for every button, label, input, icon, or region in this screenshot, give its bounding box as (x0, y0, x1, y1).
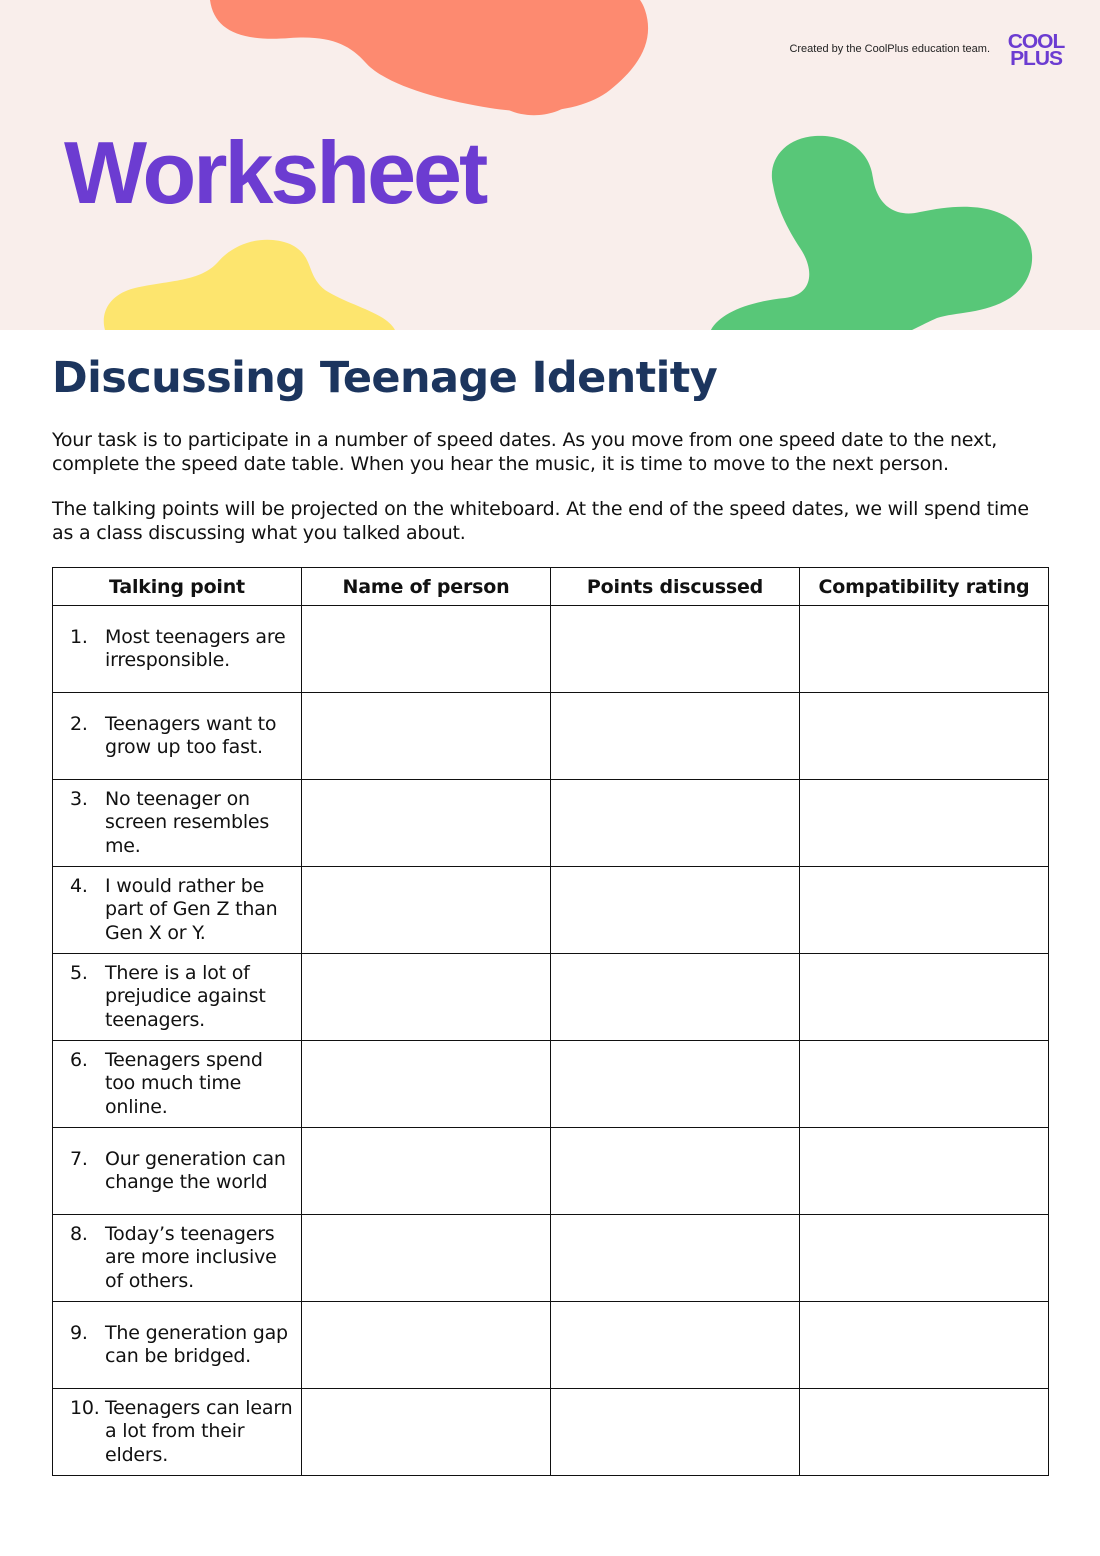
compatibility-rating-cell[interactable] (800, 954, 1049, 1041)
talking-point-text: Teenagers spend too much time online. (105, 1048, 263, 1118)
name-of-person-cell[interactable] (302, 954, 551, 1041)
points-discussed-cell[interactable] (551, 1215, 800, 1302)
header-compatibility-rating: Compatibility rating (800, 568, 1049, 606)
talking-point-cell (53, 693, 302, 780)
points-discussed-cell[interactable] (551, 1302, 800, 1389)
talking-point-text: I would rather be part of Gen Z than Gen X or Y. (105, 874, 278, 944)
talking-point-cell (53, 1302, 302, 1389)
compatibility-rating-cell[interactable] (800, 1215, 1049, 1302)
table-row (53, 780, 1049, 867)
talking-point-cell (53, 1389, 302, 1476)
talking-point-number: 7. (70, 1147, 88, 1170)
orange-paint-blob (200, 0, 660, 130)
talking-point-number: 4. (70, 874, 88, 897)
instructions-paragraph-2: The talking points will be projected on the whiteboard. At the end of the speed dates, we will spend time as a class discussing what you talked about. (52, 498, 1029, 544)
points-discussed-cell[interactable] (551, 606, 800, 693)
talking-point-number: 5. (70, 961, 88, 984)
talking-point-cell (53, 1041, 302, 1128)
instructions-paragraph-1: Your task is to participate in a number of speed dates. As you move from one speed date to the next, complete the speed date table. When you hear the music, it is time to move to the next person. (52, 429, 998, 475)
points-discussed-cell[interactable] (551, 693, 800, 780)
credit-text: Created by the CoolPlus education team. (789, 43, 990, 55)
talking-point-text: Teenagers want to grow up too fast. (105, 712, 277, 758)
header-banner (0, 0, 1100, 330)
points-discussed-cell[interactable] (551, 780, 800, 867)
compatibility-rating-cell[interactable] (800, 1041, 1049, 1128)
points-discussed-cell[interactable] (551, 867, 800, 954)
speed-date-table (52, 567, 1049, 1476)
name-of-person-cell[interactable] (302, 693, 551, 780)
name-of-person-cell[interactable] (302, 1215, 551, 1302)
talking-point-text: Most teenagers are irresponsible. (105, 625, 286, 671)
name-of-person-cell[interactable] (302, 780, 551, 867)
name-of-person-cell[interactable] (302, 867, 551, 954)
name-of-person-cell[interactable] (302, 1302, 551, 1389)
compatibility-rating-cell[interactable] (800, 1302, 1049, 1389)
table-row (53, 693, 1049, 780)
logo-line-cool: COOL (1007, 31, 1065, 53)
talking-point-number: 6. (70, 1048, 88, 1071)
talking-point-number: 2. (70, 712, 88, 735)
coolplus-logo (1002, 31, 1069, 70)
compatibility-rating-cell[interactable] (800, 1128, 1049, 1215)
talking-point-number: 8. (70, 1222, 88, 1245)
name-of-person-cell[interactable] (302, 1128, 551, 1215)
name-of-person-cell[interactable] (302, 1389, 551, 1476)
talking-point-number: 1. (70, 625, 88, 648)
header-name-of-person: Name of person (302, 568, 551, 606)
points-discussed-cell[interactable] (551, 1041, 800, 1128)
talking-point-cell (53, 780, 302, 867)
points-discussed-cell[interactable] (551, 954, 800, 1041)
worksheet-title: Worksheet (64, 123, 486, 222)
compatibility-rating-cell[interactable] (800, 867, 1049, 954)
page-heading: Discussing Teenage Identity (52, 353, 718, 403)
compatibility-rating-cell[interactable] (800, 1389, 1049, 1476)
talking-point-cell (53, 954, 302, 1041)
table-row (53, 954, 1049, 1041)
talking-point-cell (53, 1215, 302, 1302)
green-paint-blob (705, 130, 1045, 330)
table-row (53, 1215, 1049, 1302)
points-discussed-cell[interactable] (551, 1389, 800, 1476)
talking-point-text: Today’s teenagers are more inclusive of others. (105, 1222, 277, 1292)
table-row (53, 1389, 1049, 1476)
table-row (53, 867, 1049, 954)
talking-point-text: Teenagers can learn a lot from their elders. (105, 1396, 293, 1466)
header-points-discussed: Points discussed (551, 568, 800, 606)
talking-point-cell (53, 867, 302, 954)
compatibility-rating-cell[interactable] (800, 693, 1049, 780)
talking-point-text: No teenager on screen resembles me. (105, 787, 270, 857)
table-header-row (53, 568, 1049, 606)
talking-point-text: The generation gap can be bridged. (105, 1321, 288, 1367)
compatibility-rating-cell[interactable] (800, 606, 1049, 693)
talking-point-cell (53, 1128, 302, 1215)
table-row (53, 1128, 1049, 1215)
name-of-person-cell[interactable] (302, 606, 551, 693)
talking-point-number: 3. (70, 787, 88, 810)
compatibility-rating-cell[interactable] (800, 780, 1049, 867)
points-discussed-cell[interactable] (551, 1128, 800, 1215)
talking-point-text: There is a lot of prejudice against teenagers. (105, 961, 266, 1031)
yellow-paint-blob (100, 232, 400, 330)
table-row (53, 1041, 1049, 1128)
logo-line-plus: PLUS (1010, 48, 1062, 70)
table-row (53, 606, 1049, 693)
talking-point-number: 10. (70, 1396, 100, 1419)
table-row (53, 1302, 1049, 1389)
talking-point-text: Our generation can change the world (105, 1147, 286, 1193)
name-of-person-cell[interactable] (302, 1041, 551, 1128)
talking-point-number: 9. (70, 1321, 88, 1344)
talking-point-cell (53, 606, 302, 693)
header-talking-point: Talking point (53, 568, 302, 606)
